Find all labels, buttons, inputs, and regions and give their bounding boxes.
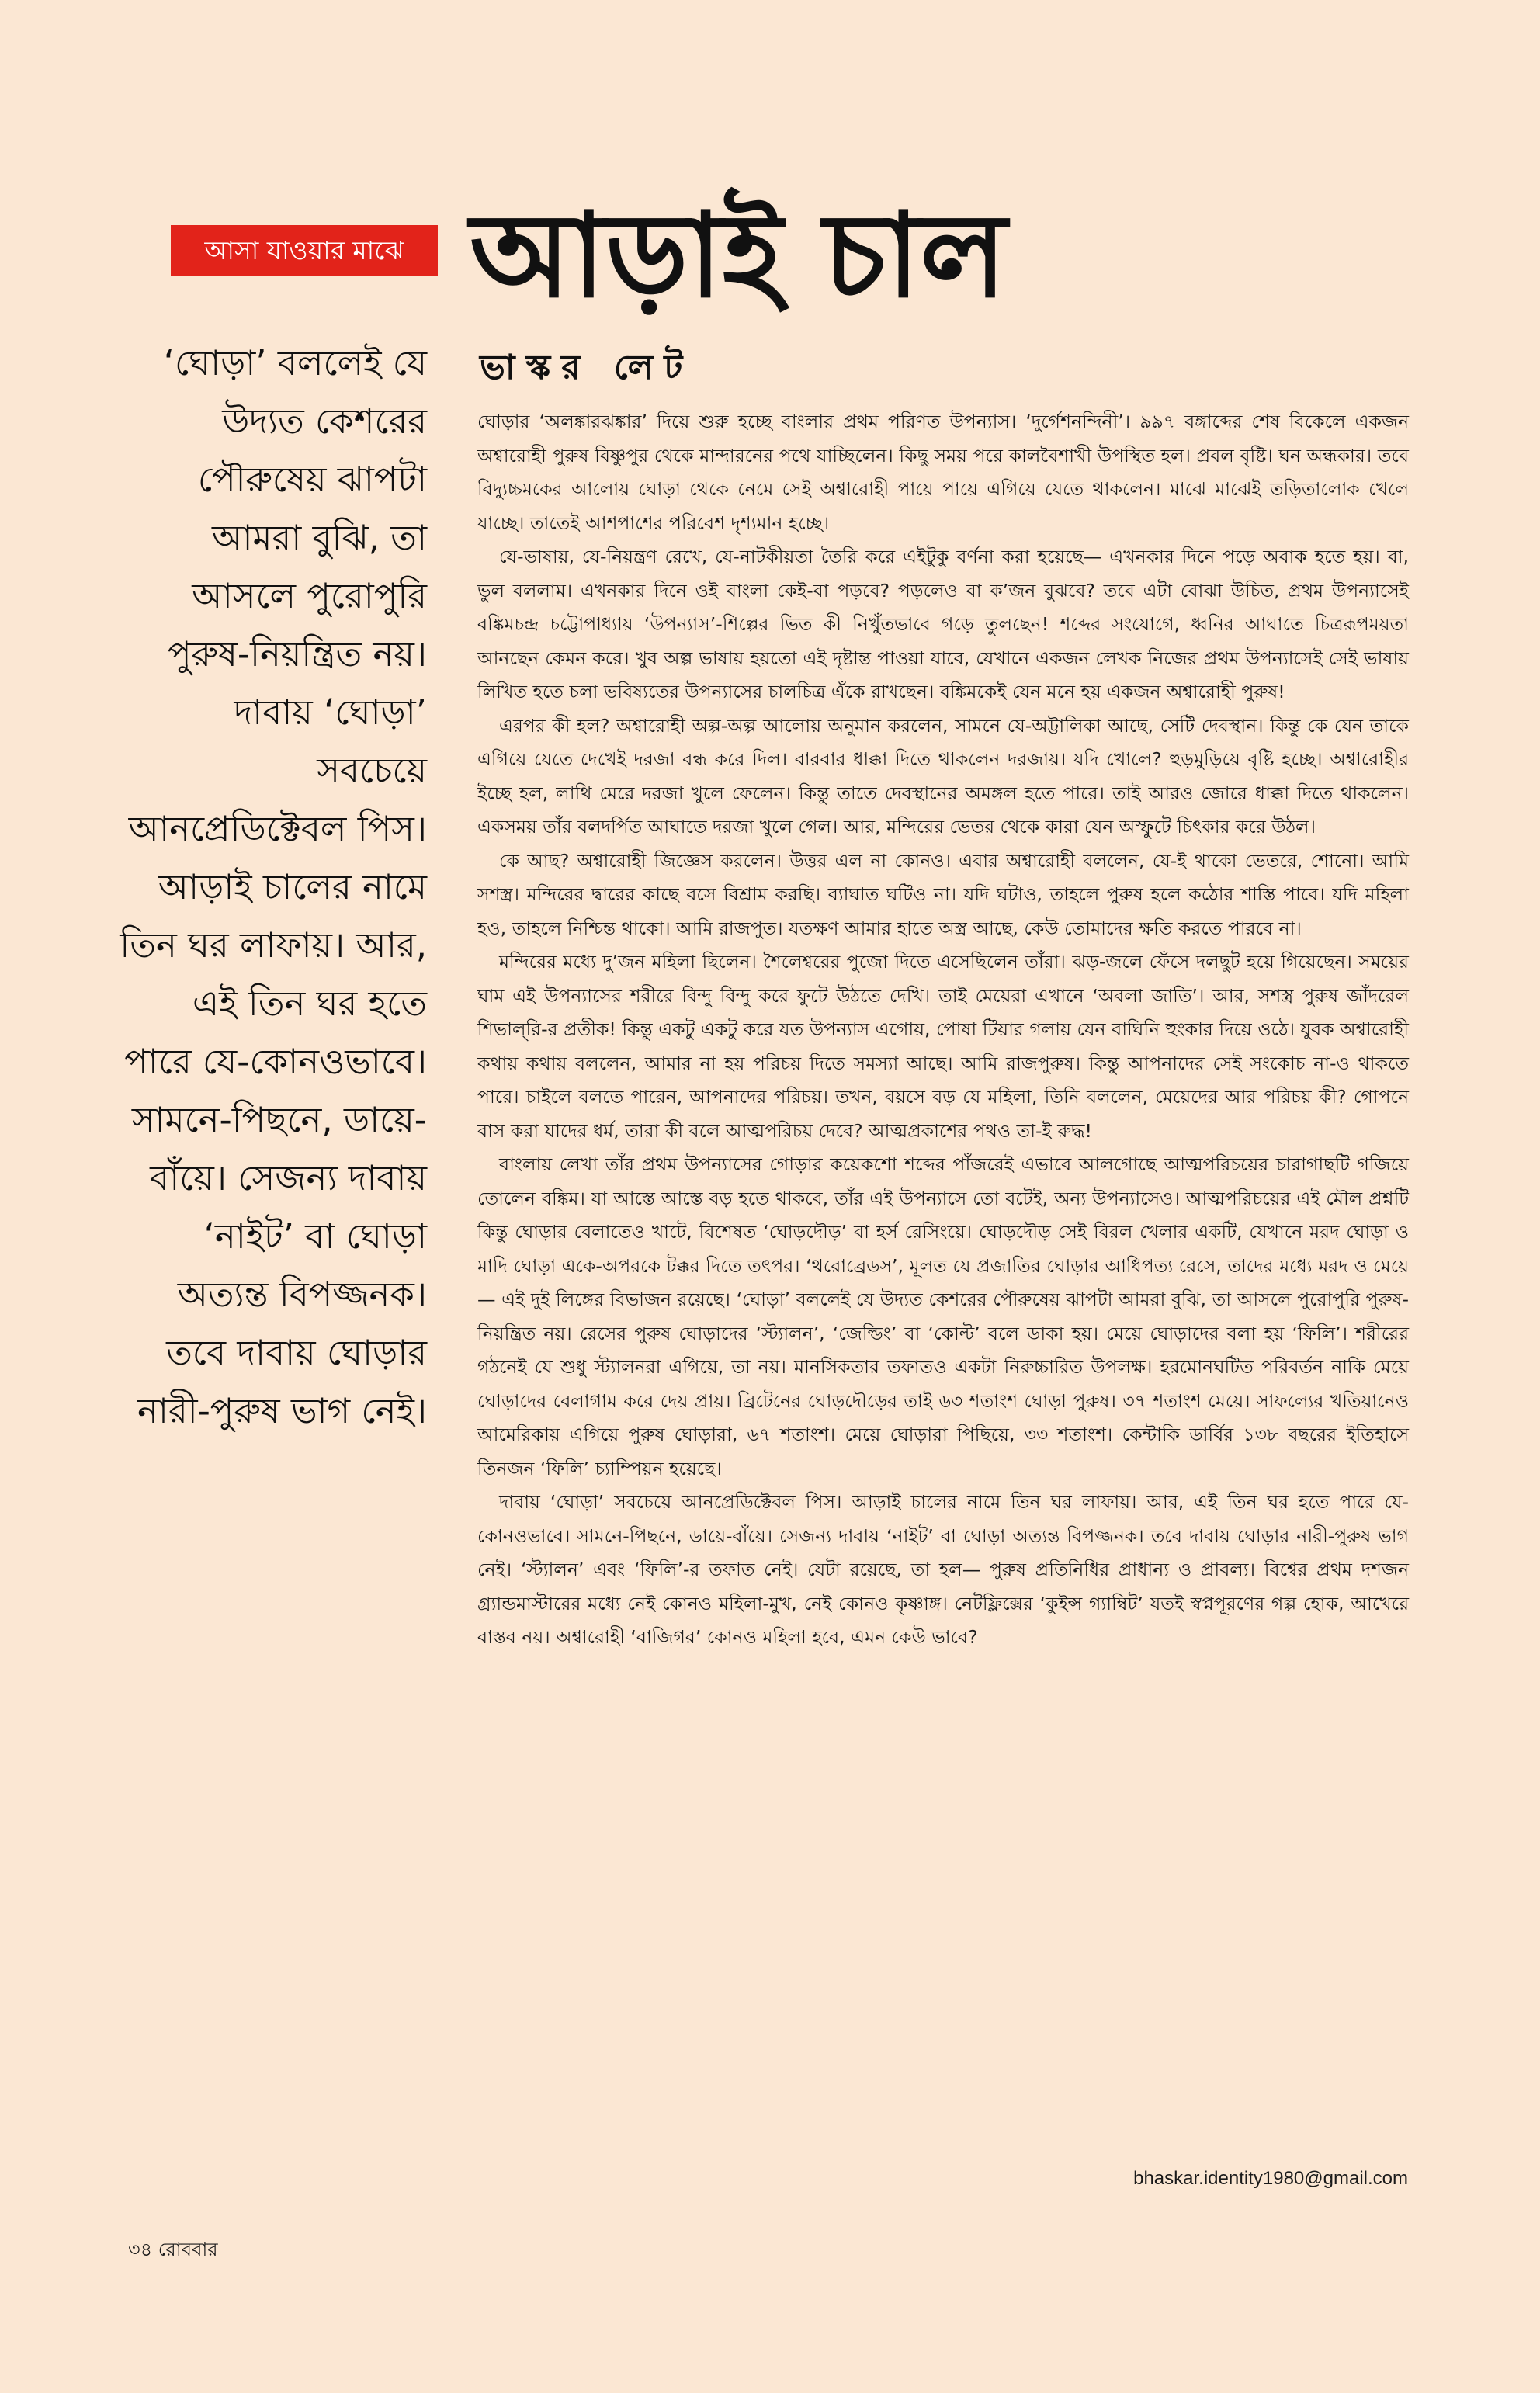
body-paragraph: মন্দিরের মধ্যে দু’জন মহিলা ছিলেন। শৈলেশ্বরের পুজো দিতে এসেছিলেন তাঁরা। ঝড়-জলে ফেঁসে দলছুট হয়ে গিয়েছেন। সময়ের ঘাম এই উপন্যাসের শরীরে বিন্দু বিন্দু করে ফুটে উঠতে দেখি। তাই মেয়েরা এখানে ‘অবলা জাতি’। আর, সশস্ত্র পুরুষ জাঁদরেল শিভাল্‌রি-র প্রতীক! কিন্তু একটু একটু করে যত উপন্যাস এগোয়, পোষা টিয়ার গলায় যেন বাঘিনি হুংকার দিয়ে ওঠে। যুবক অশ্বারোহী কথায় কথায় বললেন, আমার না হয় পরিচয় দিতে সমস্যা আছে। আমি রাজপুরুষ। কিন্তু আপনাদের সেই সংকোচ না-ও থাকতে পারে। চাইলে বলতে পারেন, আপনাদের পরিচয়। তখন, বয়সে বড় যে মহিলা, তিনি বললেন, মেয়েদের আর পরিচয় কী? গোপনে বাস করা যাদের ধর্ম, তারা কী বলে আত্মপরিচয় দেবে? আত্মপ্রকাশের পথও তা-ই রুদ্ধ! xyxy=(477,951,1409,1142)
body-paragraph: দাবায় ‘ঘোড়া’ সবচেয়ে আনপ্রেডিক্টেবল পিস। আড়াই চালের নামে তিন ঘর লাফায়। আর, এই তিন ঘর হতে পারে যে-কোনওভাবে। সামনে-পিছনে, ডায়ে-বাঁয়ে। সেজন্য দাবায় ‘নাইট’ বা ঘোড়া অত্যন্ত বিপজ্জনক। তবে দাবায় ঘোড়ার নারী-পুরুষ ভাগ নেই। ‘স্ট্যালন’ এবং ‘ফিলি’-র তফাত নেই। যেটা রয়েছে, তা হল— পুরুষ প্রতিনিধির প্রাধান্য ও প্রাবল্য। বিশ্বের প্রথম দশজন গ্র্যান্ডমাস্টারের মধ্যে নেই কোনও মহিলা-মুখ, নেই কোনও কৃষ্ণাঙ্গ। নেটফ্লিক্সের ‘কুইন্স গ্যাম্বিট’ যতই স্বপ্নপূরণের গল্প হোক, আখেরে বাস্তব নয়। অশ্বারোহী ‘বাজিগর’ কোনও মহিলা হবে, এমন কেউ ভাবে? xyxy=(477,1491,1409,1648)
body-paragraph: কে আছ? অশ্বারোহী জিজ্ঞেস করলেন। উত্তর এল না কোনও। এবার অশ্বারোহী বললেন, যে-ই থাকো ভেতরে, শোনো। আমি সশস্ত্র। মন্দিরের দ্বারের কাছে বসে বিশ্রাম করছি। ব্যাঘাত ঘটিও না। যদি ঘটাও, তাহলে পুরুষ হলে কঠোর শাস্তি পাবে। যদি মহিলা হও, তাহলে নিশ্চিন্ত থাকো। আমি রাজপুত। যতক্ষণ আমার হাতে অস্ত্র আছে, কেউ তোমাদের ক্ষতি করতে পারবে না। xyxy=(477,849,1409,939)
page-folio: ৩৪ রোববার xyxy=(128,2239,218,2260)
author-email: bhaskar.identity1980@gmail.com xyxy=(1133,2168,1408,2189)
body-paragraph: যে-ভাষায়, যে-নিয়ন্ত্রণ রেখে, যে-নাটকীয়তা তৈরি করে এইটুকু বর্ণনা করা হয়েছে— এখনকার দিনে পড়ে অবাক হতে হয়। বা, ভুল বললাম। এখনকার দিনে ওই বাংলা কেই-বা পড়বে? পড়লেও বা ক’জন বুঝবে? তবে এটা বোঝা উচিত, প্রথম উপন্যাসেই বঙ্কিমচন্দ্র চট্টোপাধ্যায় ‘উপন্যাস’-শিল্পের ভিত কী নিখুঁতভাবে গড়ে তুলছেন! শব্দের সংযোগে, ধ্বনির আঘাতে চিত্ররূপময়তা আনছেন কেমন করে। খুব অল্প ভাষায় হয়তো এই দৃষ্টান্ত পাওয়া যাবে, যেখানে একজন লেখক নিজের প্রথম উপন্যাসেই সেই ভাষায় লিখিত হতে চলা ভবিষ্যতের উপন্যাসের চালচিত্র এঁকে রাখছেন। বঙ্কিমকেই যেন মনে হয় একজন অশ্বারোহী পুরুষ! xyxy=(477,546,1409,702)
body-paragraph: বাংলায় লেখা তাঁর প্রথম উপন্যাসের গোড়ার কয়েকশো শব্দের পাঁজরেই এভাবে আলগোছে আত্মপরিচয়ের চারাগাছটি গজিয়ে তোলেন বঙ্কিম। যা আস্তে আস্তে বড় হতে থাকবে, তাঁর এই উপন্যাসে তো বটেই, অন্য উপন্যাসেও। আত্মপরিচয়ের এই মৌল প্রশ্নটি কিন্তু ঘোড়ার বেলাতেও খাটে, বিশেষত ‘ঘোড়দৌড়’ বা হর্স রেসিংয়ে। ঘোড়দৌড় সেই বিরল খেলার একটি, যেখানে মরদ ঘোড়া ও মাদি ঘোড়া একে-অপরকে টক্কর দিতে তৎপর। ‘থরোব্রেডস’, মূলত যে প্রজাতির ঘোড়ার আধিপত্য রেসে, তাদের মধ্যে মরদ ও মেয়ে— এই দুই লিঙ্গের বিভাজন রয়েছে। ‘ঘোড়া’ বললেই যে উদ্যত কেশরের পৌরুষেয় ঝাপটা আমরা বুঝি, তা আসলে পুরোপুরি পুরুষ-নিয়ন্ত্রিত নয়। রেসের পুরুষ ঘোড়াদের ‘স্ট্যালন’, ‘জেল্ডিং’ বা ‘কোল্ট’ বলে ডাকা হয়। মেয়ে ঘোড়াদের বলা হয় ‘ফিলি’। শরীরের গঠনেই যে শুধু স্ট্যালনরা এগিয়ে, তা নয়। মানসিকতার তফাতও একটা নিরুচ্চারিত উপলক্ষ। হরমোনঘটিত পরিবর্তন নাকি মেয়ে ঘোড়াদের বেলাগাম করে দেয় প্রায়। ব্রিটেনের ঘোড়দৌড়ের তাই ৬৩ শতাংশ ঘোড়া পুরুষ। ৩৭ শতাংশ মেয়ে। সাফল্যের খতিয়ানেও আমেরিকায় এগিয়ে পুরুষ ঘোড়ারা, ৬৭ শতাংশ। মেয়ে ঘোড়ারা পিছিয়ে, ৩৩ শতাংশ। কেন্টাকি ডার্বির ১৩৮ বছরের ইতিহাসে তিনজন ‘ফিলি’ চ্যাম্পিয়ন হয়েছে। xyxy=(477,1153,1409,1479)
byline: ভাস্কর লেট xyxy=(480,348,694,387)
body-paragraph: ঘোড়ার ‘অলঙ্কারঝঙ্কার’ দিয়ে শুরু হচ্ছে বাংলার প্রথম পরিণত উপন্যাস। ‘দুর্গেশনন্দিনী’। ৯৯৭ বঙ্গাব্দের শেষ বিকেলে একজন অশ্বারোহী পুরুষ বিষ্ণুপুর থেকে মান্দারনের পথে যাচ্ছিলেন। কিছু সময় পরে কালবৈশাখী উপস্থিত হল। প্রবল বৃষ্টি। ঘন অন্ধকার। তবে বিদ্যুচ্চমকের আলোয় ঘোড়া থেকে নেমে সেই অশ্বারোহী পায়ে পায়ে এগিয়ে যেতে থাকলেন। মাঝে মাঝেই তড়িতালোক খেলে যাচ্ছে। তাতেই আশপাশের পরিবেশ দৃশ্যমান হচ্ছে। xyxy=(477,411,1409,534)
pull-quote: ‘ঘোড়া’ বললেই যে উদ্যত কেশরের পৌরুষেয় ঝাপটা আমরা বুঝি, তা আসলে পুরোপুরি পুরুষ-নিয়ন্ত্রিত নয়। দাবায় ‘ঘোড়া’ সবচেয়ে আনপ্রেডিক্টেবল পিস। আড়াই চালের নামে তিন ঘর লাফায়। আর, এই তিন ঘর হতে পারে যে-কোনওভাবে। সামনে-পিছনে, ডায়ে-বাঁয়ে। সেজন্য দাবায় ‘নাইট’ বা ঘোড়া অত্যন্ত বিপজ্জনক। তবে দাবায় ঘোড়ার নারী-পুরুষ ভাগ নেই। xyxy=(120,342,427,1431)
body-paragraph: এরপর কী হল? অশ্বারোহী অল্প-অল্প আলোয় অনুমান করলেন, সামনে যে-অট্টালিকা আছে, সেটি দেবস্থান। কিন্তু কে যেন তাকে এগিয়ে যেতে দেখেই দরজা বন্ধ করে দিল। বারবার ধাক্কা দিতে থাকলেন দরজায়। যদি খোলে? হুড়মুড়িয়ে বৃষ্টি হচ্ছে। অশ্বারোহীর ইচ্ছে হল, লাথি মেরে দরজা খুলে ফেলেন। কিন্তু তাতে দেবস্থানের অমঙ্গল হতে পারে। তাই আরও জোরে ধাক্কা দিতে থাকলেন। একসময় তাঁর বলদর্পিত আঘাতে দরজা খুলে গেল। আর, মন্দিরের ভেতর থেকে কারা যেন অস্ফুটে চিৎকার করে উঠল। xyxy=(477,714,1409,838)
article-title: আড়াই চাল xyxy=(470,189,1008,324)
article-body xyxy=(477,405,1409,1655)
section-kicker: আসা যাওয়ার মাঝে xyxy=(171,225,438,276)
